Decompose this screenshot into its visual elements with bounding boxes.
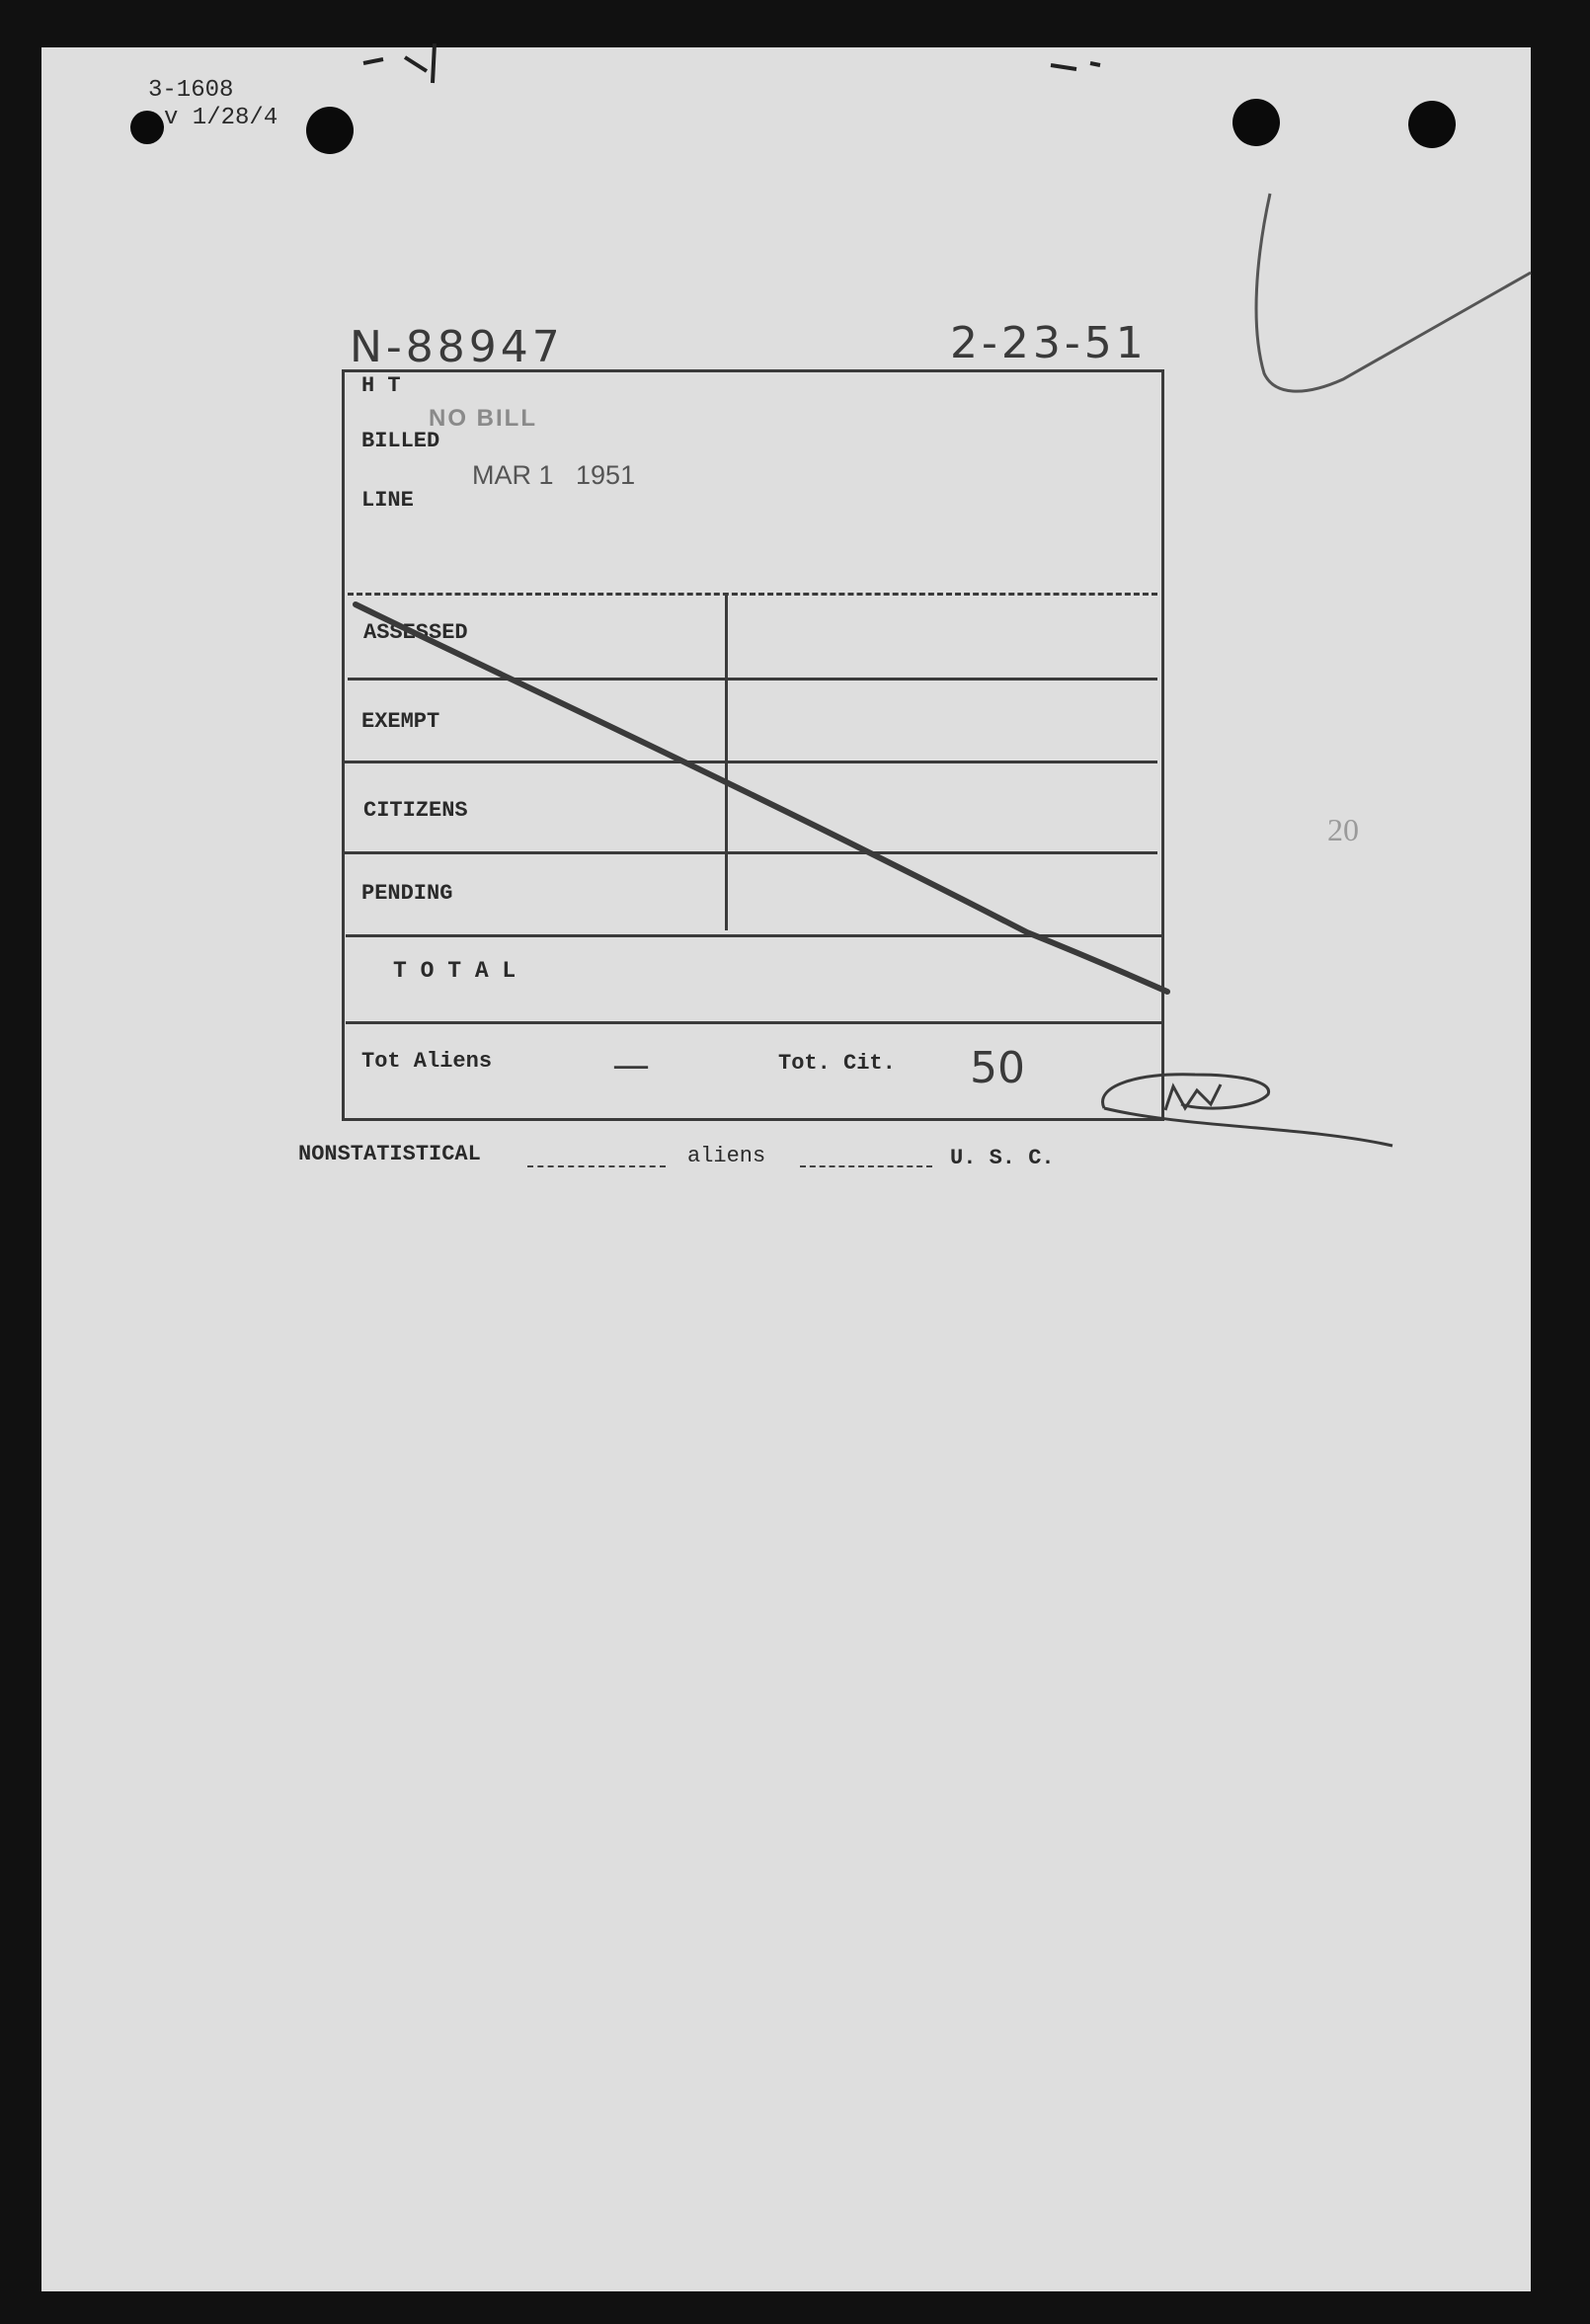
aliens-label: aliens [687, 1144, 766, 1168]
line-label: LINE [361, 488, 414, 513]
row-label-citizens: CITIZENS [363, 798, 468, 823]
header-date: 2-23-51 [950, 318, 1148, 368]
top-ink-mark [363, 43, 1100, 83]
tot-cit-value: 50 [970, 1043, 1025, 1093]
tot-aliens-label: Tot Aliens [361, 1049, 493, 1074]
form-revision: v 1/28/4 [164, 105, 278, 131]
nonstatistical-label: NONSTATISTICAL [298, 1142, 481, 1166]
file-number: N-88947 [350, 322, 564, 372]
ht-label: H T [361, 373, 401, 398]
total-label: T O T A L [393, 958, 517, 984]
usc-label: U. S. C. [950, 1146, 1055, 1170]
cancel-strike-line [356, 604, 1167, 992]
margin-page-number: 20 [1327, 812, 1359, 847]
row-label-pending: PENDING [361, 881, 453, 906]
margin-check-mark [1256, 194, 1531, 391]
initials-signature [1103, 1075, 1392, 1146]
tot-cit-label: Tot. Cit. [778, 1051, 896, 1076]
no-bill-stamp: NO BILL [429, 405, 537, 432]
row-label-assessed: ASSESSED [363, 620, 468, 645]
row-label-exempt: EXEMPT [361, 709, 440, 734]
billed-label: BILLED [361, 429, 440, 453]
received-date-stamp: MAR 1 1951 [472, 460, 636, 490]
form-number: 3-1608 [148, 77, 234, 104]
tot-aliens-value: — [612, 1043, 650, 1086]
